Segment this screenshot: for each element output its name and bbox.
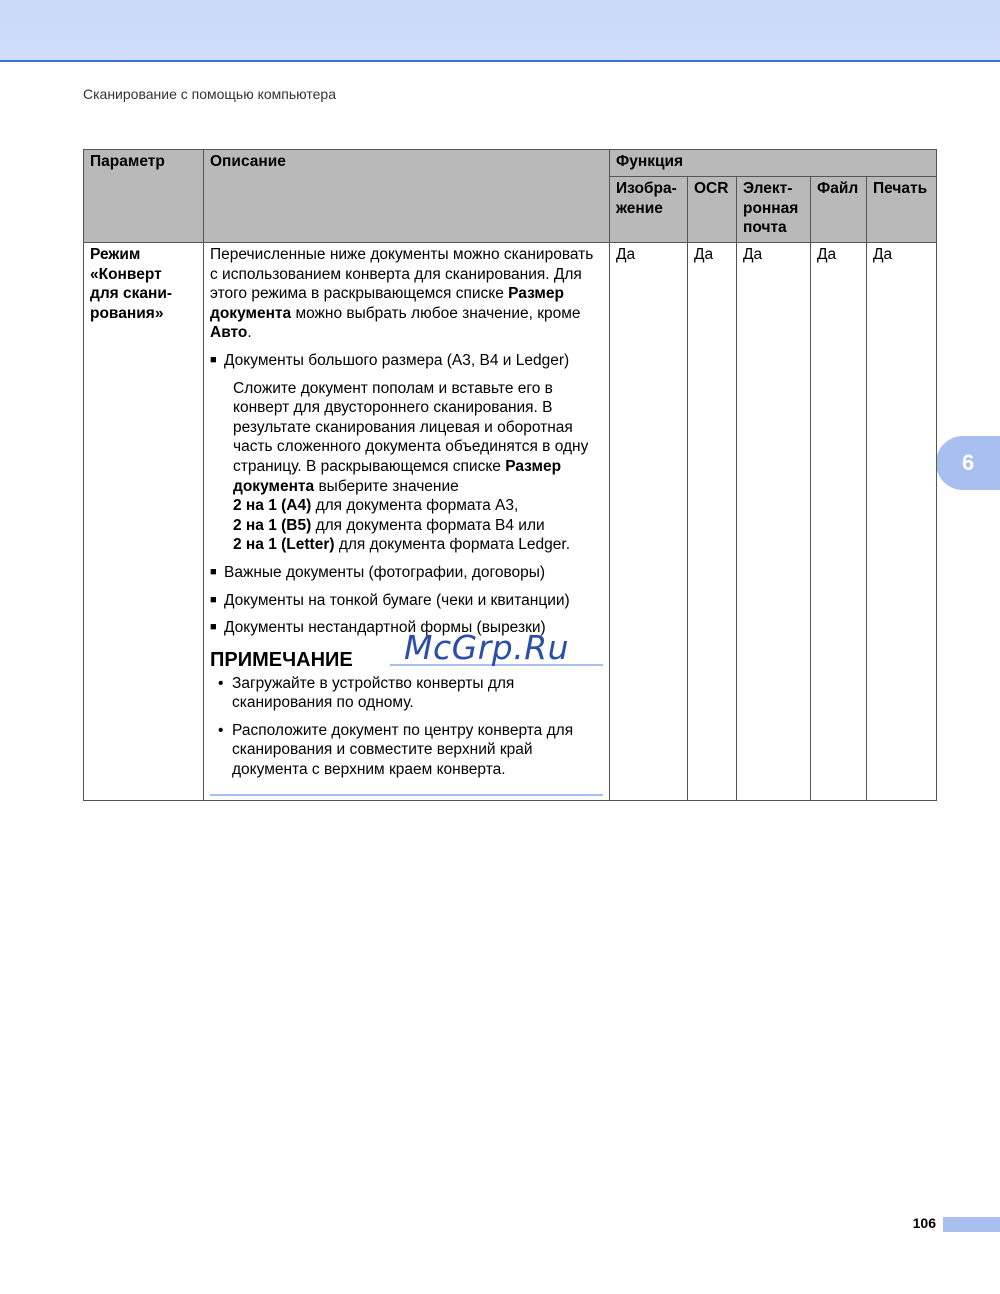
value-email: Да <box>737 243 811 801</box>
running-header: Сканирование с помощью компьютера <box>83 86 336 102</box>
list-item: ■ Документы нестандартной формы (вырезки) <box>210 619 546 637</box>
list-item: ■ Документы на тонкой бумаге (чеки и квитанции) <box>210 591 570 609</box>
note-item: • Загружайте в устройство конверты для сканирования по одному. <box>218 674 515 712</box>
dot-bullet-icon: • <box>218 674 224 692</box>
chapter-number: 6 <box>962 450 975 475</box>
value-file: Да <box>811 243 867 801</box>
note-item: • Расположите документ по центру конверта для сканирования и совместите верхний край документа с верхним краем конверта. <box>218 721 574 779</box>
header-row <box>84 150 937 177</box>
intro-paragraph: Перечисленные ниже документы можно сканировать с использованием конверта для сканирования. Для этого режима в раскрывающемся списке Размер документа можно выбрать любое значение, кроме Авто. <box>210 246 594 342</box>
list-item: ■ Важные документы (фотографии, договоры) <box>210 563 546 581</box>
header-print: Печать <box>867 177 937 243</box>
note-title: ПРИМЕЧАНИЕ <box>210 648 353 671</box>
param-cell: Режим «Конверт для скани- рования» <box>84 243 204 801</box>
description-cell <box>204 243 610 801</box>
header-email: Элект- ронная почта <box>737 177 811 243</box>
table-row <box>84 243 937 801</box>
watermark: McGrp.Ru <box>404 628 570 667</box>
page-number: 106 <box>912 1215 936 1231</box>
header-param: Параметр <box>84 150 204 243</box>
header-desc: Описание <box>204 150 610 243</box>
square-bullet-icon: ■ <box>210 621 217 634</box>
header-file: Файл <box>811 177 867 243</box>
square-bullet-icon: ■ <box>210 565 217 578</box>
chapter-tab <box>936 436 1000 490</box>
page-bar <box>943 1217 1000 1232</box>
settings-table <box>83 149 937 801</box>
list-item: ■ Документы большого размера (A3, B4 и Ledger) <box>210 351 570 369</box>
value-ocr: Да <box>688 243 737 801</box>
dot-bullet-icon: • <box>218 721 224 739</box>
value-image: Да <box>610 243 688 801</box>
bullet-detail: Сложите документ пополам и вставьте его в конверт для двустороннего сканирования. В результате сканирования лицевая и оборотная часть сложенного документа объединятся в одну страницу. В раскрывающемся списке Размер документа выберите значение 2 на 1 (A4) для документа формата A3, 2 на 1 (B5) для документа формата B4 или 2 на 1 (Letter) для документа формата Ledger. <box>233 379 589 554</box>
header-image: Изобра- жение <box>610 177 688 243</box>
header-function: Функция <box>610 150 937 177</box>
value-print: Да <box>867 243 937 801</box>
header-ocr: OCR <box>688 177 737 243</box>
note-box <box>210 648 603 796</box>
square-bullet-icon: ■ <box>210 353 217 366</box>
square-bullet-icon: ■ <box>210 593 217 606</box>
top-header-band <box>0 0 1000 62</box>
